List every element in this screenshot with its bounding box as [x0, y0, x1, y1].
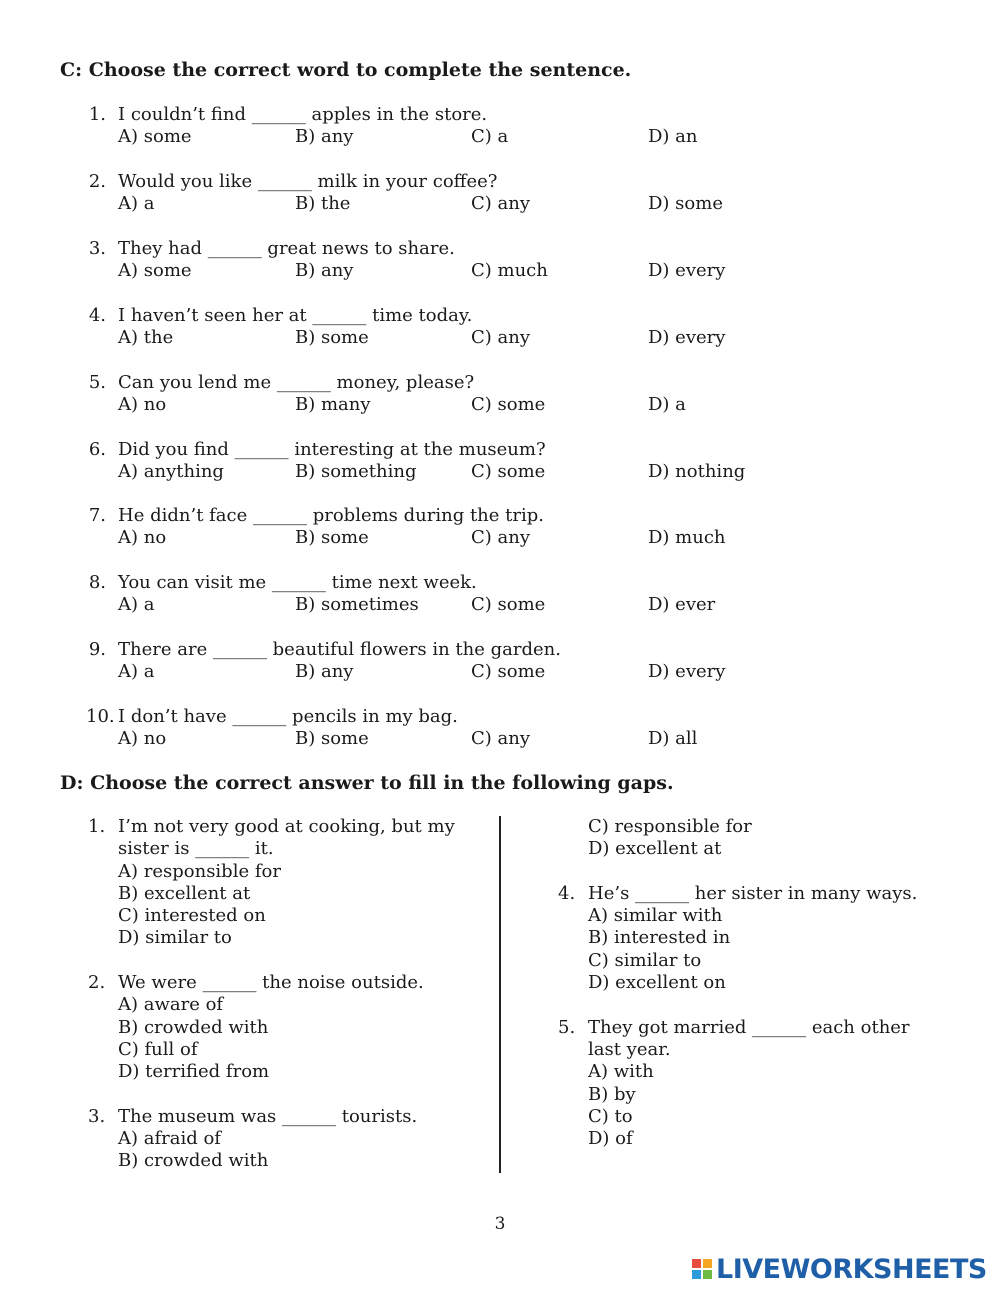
c-option-c[interactable]: C) any	[471, 326, 531, 348]
c-options-row	[118, 527, 818, 549]
d-option-a[interactable]: A) afraid of	[118, 1128, 221, 1150]
liveworksheets-logo[interactable]	[692, 1254, 987, 1284]
section-d-heading: D: Choose the correct answer to fill in the following gaps.	[60, 772, 674, 794]
d-option-b[interactable]: B) by	[588, 1083, 636, 1105]
c-option-a[interactable]: A) no	[118, 393, 167, 415]
column-divider	[499, 816, 501, 1173]
d-option-c[interactable]: C) similar to	[588, 949, 702, 971]
c-option-b[interactable]: B) any	[295, 259, 354, 281]
d-question-stem: sister is ______ it.	[118, 838, 274, 860]
c-option-b[interactable]: B) any	[295, 661, 354, 683]
c-question-stem: Would you like ______ milk in your coffee?	[118, 170, 498, 192]
c-question-stem: There are ______ beautiful flowers in the garden.	[118, 639, 561, 661]
c-option-b[interactable]: B) sometimes	[295, 594, 419, 616]
c-option-d[interactable]: D) all	[648, 728, 698, 750]
c-option-d[interactable]: D) ever	[648, 594, 716, 616]
d-question-5	[558, 1017, 917, 1151]
d-question-stem: We were ______ the noise outside.	[118, 972, 424, 994]
c-option-b[interactable]: B) some	[295, 728, 369, 750]
d-option-c[interactable]: C) interested on	[118, 905, 266, 927]
c-question-number: 9.	[88, 639, 106, 661]
c-question-stem: You can visit me ______ time next week.	[118, 572, 477, 594]
page-number: 3	[494, 1214, 506, 1234]
c-option-c[interactable]: C) some	[471, 393, 546, 415]
c-question-stem: He didn’t face ______ problems during the trip.	[118, 505, 544, 527]
d-question-number: 3.	[88, 1105, 106, 1127]
d-option-a[interactable]: A) with	[588, 1061, 654, 1083]
c-question-stem: Can you lend me ______ money, please?	[118, 371, 475, 393]
c-option-a[interactable]: A) some	[118, 259, 192, 281]
c-question-number: 6.	[88, 438, 106, 460]
c-options-row	[118, 260, 818, 282]
c-option-b[interactable]: B) some	[295, 527, 369, 549]
d-question-number: 4.	[558, 882, 576, 904]
c-option-d[interactable]: D) some	[648, 192, 723, 214]
d-option-d[interactable]: D) excellent on	[588, 972, 726, 994]
c-option-a[interactable]: A) a	[118, 192, 155, 214]
c-option-d[interactable]: D) much	[648, 527, 726, 549]
d-question-1	[88, 816, 455, 950]
d-option-c[interactable]: C) full of	[118, 1038, 198, 1060]
c-option-c[interactable]: C) some	[471, 594, 546, 616]
d-option-d[interactable]: D) terrified from	[118, 1061, 270, 1083]
c-question-number: 3.	[88, 237, 106, 259]
c-question-stem: They had ______ great news to share.	[118, 237, 455, 259]
section-c-heading: C: Choose the correct word to complete the sentence.	[60, 59, 632, 81]
c-option-d[interactable]: D) nothing	[648, 460, 746, 482]
c-options-row	[118, 193, 818, 215]
c-option-c[interactable]: C) a	[471, 126, 509, 147]
c-option-d[interactable]: D) a	[648, 393, 686, 415]
d-option-c[interactable]: C) to	[588, 1105, 633, 1127]
d-question-3	[88, 1106, 455, 1173]
c-options-row	[118, 594, 818, 616]
c-question-number: 7.	[88, 505, 106, 527]
d-option-b[interactable]: B) interested in	[588, 927, 731, 949]
c-question-stem: I don’t have ______ pencils in my bag.	[118, 706, 458, 728]
d-question-number: 5.	[558, 1016, 576, 1038]
c-question-number: 4.	[88, 304, 106, 326]
d-question-3-continued	[588, 816, 917, 861]
brand-name: LIVEWORKSHEETS	[716, 1253, 987, 1285]
c-question-stem: I couldn’t find ______ apples in the store.	[118, 104, 488, 125]
d-question-stem: last year.	[588, 1038, 671, 1060]
d-option-d[interactable]: D) excellent at	[588, 838, 722, 860]
d-question-stem: The museum was ______ tourists.	[118, 1105, 418, 1127]
d-question-stem: He’s ______ her sister in many ways.	[588, 882, 918, 904]
c-option-b[interactable]: B) some	[295, 326, 369, 348]
d-option-b[interactable]: B) crowded with	[118, 1150, 269, 1172]
c-question-stem: Did you find ______ interesting at the museum?	[118, 438, 546, 460]
c-options-row	[118, 661, 818, 683]
c-question-stem: I haven’t seen her at ______ time today.	[118, 304, 473, 326]
c-question-number: 8.	[88, 572, 106, 594]
c-option-b[interactable]: B) many	[295, 393, 371, 415]
c-option-c[interactable]: C) much	[471, 259, 548, 281]
d-option-c[interactable]: C) responsible for	[588, 816, 752, 837]
logo-square-icon	[692, 1270, 701, 1279]
c-option-c[interactable]: C) some	[471, 661, 546, 683]
logo-square-icon	[692, 1259, 701, 1268]
c-options-row	[118, 728, 818, 750]
logo-square-icon	[703, 1259, 712, 1268]
c-option-c[interactable]: C) any	[471, 192, 531, 214]
d-option-b[interactable]: B) excellent at	[118, 882, 251, 904]
c-option-a[interactable]: A) a	[118, 661, 155, 683]
c-question-number: 1.	[88, 104, 106, 125]
section-d-right-column	[558, 816, 917, 1150]
c-option-d[interactable]: D) every	[648, 326, 726, 348]
c-option-b[interactable]: B) something	[295, 460, 417, 482]
d-option-d[interactable]: D) of	[588, 1128, 633, 1150]
c-options-row	[118, 461, 818, 483]
c-option-d[interactable]: D) every	[648, 661, 726, 683]
c-option-c[interactable]: C) some	[471, 460, 546, 482]
d-option-a[interactable]: A) similar with	[588, 905, 723, 927]
c-option-d[interactable]: D) every	[648, 259, 726, 281]
c-option-a[interactable]: A) no	[118, 728, 167, 750]
c-question-number: 5.	[88, 371, 106, 393]
d-question-number: 2.	[88, 972, 106, 994]
c-options-row	[118, 126, 818, 148]
c-option-a[interactable]: A) a	[118, 594, 155, 616]
c-option-c[interactable]: C) any	[471, 527, 531, 549]
c-option-d[interactable]: D) an	[648, 126, 698, 147]
c-option-b[interactable]: B) any	[295, 126, 354, 147]
d-question-4	[558, 883, 917, 994]
c-option-a[interactable]: A) no	[118, 527, 167, 549]
d-option-d[interactable]: D) similar to	[118, 927, 232, 949]
c-option-a[interactable]: A) some	[118, 126, 192, 147]
d-option-a[interactable]: A) aware of	[118, 994, 224, 1016]
logo-square-icon	[703, 1270, 712, 1279]
c-question-number: 10.	[86, 706, 115, 728]
c-option-a[interactable]: A) the	[118, 326, 174, 348]
d-question-stem: They got married ______ each other	[588, 1016, 910, 1038]
logo-mark-icon	[692, 1259, 712, 1279]
c-option-a[interactable]: A) anything	[118, 460, 224, 482]
c-question-number: 2.	[88, 170, 106, 192]
d-question-stem: I’m not very good at cooking, but my	[118, 816, 455, 837]
c-option-c[interactable]: C) any	[471, 728, 531, 750]
section-d-left-column	[88, 816, 455, 1173]
c-option-b[interactable]: B) the	[295, 192, 351, 214]
c-options-row	[118, 327, 818, 349]
d-question-number: 1.	[88, 816, 106, 837]
c-options-row	[118, 394, 818, 416]
d-option-b[interactable]: B) crowded with	[118, 1016, 269, 1038]
d-question-2	[88, 972, 455, 1083]
d-option-a[interactable]: A) responsible for	[118, 860, 281, 882]
